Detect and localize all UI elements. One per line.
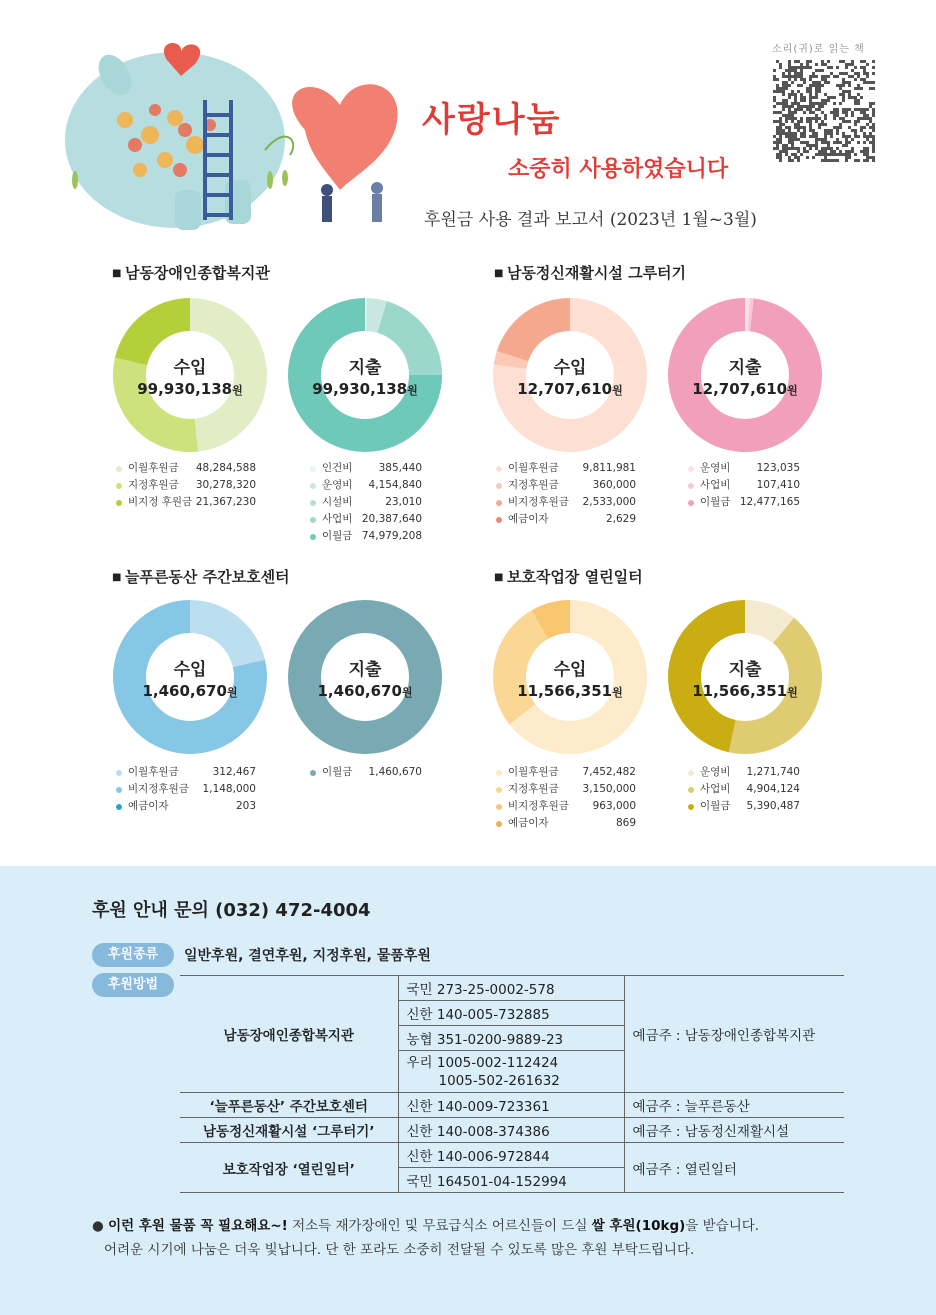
section-title: ■ 남동장애인종합복지관 (112, 262, 542, 283)
legend-label: 시설비 (322, 496, 353, 508)
legend-swatch (310, 483, 316, 489)
legend-value: 2,533,000 (582, 496, 636, 508)
legend-swatch (310, 500, 316, 506)
chart-legend (496, 764, 636, 832)
section-geuruteogi (494, 262, 924, 283)
account-number[interactable]: 우리 1005-002-112424 (406, 1054, 559, 1071)
section-neulpureun (112, 566, 542, 587)
legend-swatch (688, 770, 694, 776)
legend-label: 비지정 후원금 (128, 496, 193, 508)
account-holder: 예금주 : 남동정신재활시설 (624, 1118, 844, 1143)
donut-center-unit: 원 (226, 685, 238, 699)
account-number[interactable]: 신한 140-006-972844 (398, 1143, 624, 1168)
donut-center-label (667, 297, 823, 453)
support-info-panel (0, 866, 936, 1315)
legend-swatch (496, 466, 502, 472)
donut-chart-income (112, 297, 268, 453)
legend-value: 869 (615, 817, 636, 829)
legend-value: 385,440 (378, 462, 422, 474)
note-line2: 어려운 시기에 나눔은 더욱 빛납니다. 단 한 포라도 소중히 전달될 수 있도록 많은 후원 부탁드립니다. (104, 1242, 695, 1258)
donut-center-unit: 원 (232, 383, 243, 397)
table-row (180, 976, 844, 1001)
donut-center-value: 12,707,610원 (517, 379, 623, 398)
donut-center-value: 99,930,138원 (312, 379, 418, 398)
legend-swatch (496, 517, 502, 523)
donut-center-label (492, 297, 648, 453)
piggy-bank-illustration (55, 30, 475, 280)
donut-chart-income (492, 297, 648, 453)
legend-label: 예금이자 (508, 513, 549, 525)
legend-swatch (688, 804, 694, 810)
section-title: ■ 늘푸른동산 주간보호센터 (112, 566, 542, 587)
main-title: 사랑나눔 (422, 100, 562, 140)
legend-item (496, 477, 636, 494)
legend-swatch (116, 466, 122, 472)
legend-value: 3,150,000 (582, 783, 636, 795)
donut-center-title: 지출 (728, 357, 762, 378)
account-number[interactable]: 국민 164501-04-152994 (398, 1168, 624, 1193)
legend-value: 74,979,208 (361, 530, 422, 542)
legend-swatch (688, 787, 694, 793)
legend-swatch (116, 500, 122, 506)
chart-legend (688, 460, 800, 511)
legend-item (496, 781, 636, 798)
org-name: 보호작업장 ‘열린일터’ (180, 1143, 398, 1193)
legend-label: 예금이자 (128, 800, 169, 812)
donut-center-label (112, 297, 268, 453)
chart-legend (688, 764, 800, 815)
donut-chart-expense (667, 599, 823, 755)
legend-label: 이월후원금 (508, 766, 559, 778)
legend-item (688, 460, 800, 477)
legend-value: 1,271,740 (746, 766, 800, 778)
donut-center-unit: 원 (612, 685, 623, 699)
legend-value: 30,278,320 (195, 479, 256, 491)
legend-swatch (496, 787, 502, 793)
donut-center-label (287, 599, 443, 755)
legend-swatch (496, 770, 502, 776)
note-rice: 쌀 후원(10kg) (591, 1218, 686, 1234)
donut-center-title: 지출 (728, 659, 762, 680)
donut-chart-expense (287, 599, 443, 755)
legend-item (116, 494, 256, 511)
account-holder: 예금주 : 남동장애인종합복지관 (624, 976, 844, 1093)
note-text: 저소득 재가장애인 및 무료급식소 어르신들이 드실 (287, 1218, 592, 1234)
legend-swatch (116, 787, 122, 793)
section-namdong-welfare (112, 262, 542, 283)
donut-center-value: 11,566,351원 (692, 681, 798, 700)
donut-center-value: 1,460,670원 (142, 681, 238, 700)
donut-center-title: 수입 (173, 659, 207, 680)
account-number[interactable]: 국민 273-25-0002-578 (398, 976, 624, 1001)
donut-center-label (287, 297, 443, 453)
qr-label: 소리(귀)로 읽는 책 (772, 44, 865, 55)
legend-label: 예금이자 (508, 817, 549, 829)
legend-value: 312,467 (212, 766, 256, 778)
legend-item (496, 764, 636, 781)
donut-center-unit: 원 (401, 685, 413, 699)
legend-value: 7,452,482 (582, 766, 636, 778)
section-title: ■ 남동정신재활시설 그루터기 (494, 262, 924, 283)
legend-label: 운영비 (700, 462, 731, 474)
legend-item (116, 460, 256, 477)
legend-item (310, 477, 422, 494)
legend-value: 48,284,588 (195, 462, 256, 474)
legend-label: 인건비 (322, 462, 353, 474)
legend-label: 이월후원금 (128, 462, 179, 474)
legend-item (116, 781, 256, 798)
account-number[interactable]: 신한 140-009-723361 (398, 1093, 624, 1118)
legend-value: 1,148,000 (202, 783, 256, 795)
legend-swatch (688, 466, 694, 472)
legend-swatch (116, 770, 122, 776)
donut-center-unit: 원 (407, 383, 418, 397)
account-holder: 예금주 : 열린일터 (624, 1143, 844, 1193)
donut-chart-expense (287, 297, 443, 453)
support-type-badge: 후원종류 (92, 943, 174, 967)
donut-center-label (112, 599, 268, 755)
legend-label: 이월금 (322, 766, 353, 778)
legend-label: 이월금 (700, 800, 731, 812)
account-number[interactable]: 농협 351-0200-9889-23 (398, 1026, 624, 1051)
table-row (180, 1143, 844, 1168)
chart-legend (116, 764, 256, 815)
legend-item (688, 494, 800, 511)
legend-item (496, 494, 636, 511)
legend-item (496, 798, 636, 815)
legend-item (496, 460, 636, 477)
qr-code-icon[interactable] (773, 60, 875, 162)
account-holder: 예금주 : 늘푸른동산 (624, 1093, 844, 1118)
legend-label: 운영비 (322, 479, 353, 491)
legend-value: 123,035 (756, 462, 800, 474)
donut-center-value: 99,930,138원 (137, 379, 243, 398)
donut-center-label (492, 599, 648, 755)
subtitle: 소중히 사용하였습니다 (508, 156, 729, 182)
legend-label: 사업비 (700, 479, 731, 491)
legend-swatch (496, 500, 502, 506)
account-table (180, 975, 844, 1193)
legend-value: 21,367,230 (195, 496, 256, 508)
legend-item (310, 511, 422, 528)
legend-swatch (688, 500, 694, 506)
legend-value: 2,629 (605, 513, 636, 525)
account-number[interactable]: 신한 140-008-374386 (398, 1118, 624, 1143)
legend-item (496, 815, 636, 832)
donut-chart-income (112, 599, 268, 755)
legend-item (310, 528, 422, 545)
support-types: 일반후원, 결연후원, 지정후원, 물품후원 (184, 948, 431, 964)
donut-center-value: 11,566,351원 (517, 681, 623, 700)
legend-value: 5,390,487 (746, 800, 800, 812)
legend-value: 23,010 (385, 496, 422, 508)
legend-value: 12,477,165 (739, 496, 800, 508)
legend-swatch (688, 483, 694, 489)
support-method-badge: 후원방법 (92, 973, 174, 997)
chart-legend (496, 460, 636, 528)
org-name: 남동정신재활시설 ‘그루터기’ (180, 1118, 398, 1143)
section-title: ■ 보호작업장 열린일터 (494, 566, 924, 587)
legend-label: 비지정후원금 (128, 783, 189, 795)
table-row (180, 1118, 844, 1143)
legend-swatch (310, 770, 316, 776)
legend-item (688, 781, 800, 798)
note-bold: 이런 후원 물품 꼭 필요해요~! (108, 1218, 288, 1234)
legend-item (310, 764, 422, 781)
donut-center-title: 수입 (173, 357, 207, 378)
legend-item (688, 798, 800, 815)
legend-swatch (116, 483, 122, 489)
org-name: 남동장애인종합복지관 (180, 976, 398, 1093)
legend-swatch (116, 804, 122, 810)
donut-center-title: 지출 (348, 357, 382, 378)
legend-label: 이월금 (322, 530, 353, 542)
legend-item (310, 460, 422, 477)
legend-item (688, 477, 800, 494)
legend-label: 이월후원금 (508, 462, 559, 474)
legend-swatch (310, 517, 316, 523)
legend-swatch (310, 534, 316, 540)
legend-item (116, 477, 256, 494)
chart-legend (310, 460, 422, 545)
account-number-group (398, 1051, 624, 1093)
legend-label: 비지정후원금 (508, 496, 569, 508)
donut-center-value: 1,460,670원 (317, 681, 413, 700)
legend-item (496, 511, 636, 528)
donut-chart-expense (667, 297, 823, 453)
donut-center-label (667, 599, 823, 755)
donut-chart-income (492, 599, 648, 755)
legend-label: 비지정후원금 (508, 800, 569, 812)
legend-item (310, 494, 422, 511)
legend-value: 9,811,981 (582, 462, 636, 474)
legend-label: 지정후원금 (128, 479, 179, 491)
account-number[interactable]: 신한 140-005-732885 (398, 1001, 624, 1026)
table-row (180, 1093, 844, 1118)
legend-value: 360,000 (592, 479, 636, 491)
legend-label: 사업비 (322, 513, 353, 525)
donut-center-title: 수입 (553, 357, 587, 378)
legend-swatch (496, 804, 502, 810)
header-illustration-area (0, 0, 936, 250)
legend-label: 지정후원금 (508, 479, 559, 491)
legend-value: 963,000 (592, 800, 636, 812)
legend-value: 4,154,840 (368, 479, 422, 491)
org-name: ‘늘푸른동산’ 주간보호센터 (180, 1093, 398, 1118)
legend-label: 사업비 (700, 783, 731, 795)
legend-value: 4,904,124 (746, 783, 800, 795)
legend-label: 이월금 (700, 496, 731, 508)
section-yeollin-ilteo (494, 566, 924, 587)
legend-value: 107,410 (756, 479, 800, 491)
legend-label: 지정후원금 (508, 783, 559, 795)
donut-center-unit: 원 (612, 383, 623, 397)
donation-note: ● 이런 후원 물품 꼭 필요해요~! 저소득 재가장애인 및 무료급식소 어르신들이 드실 쌀 후원(10kg)을 받습니다. 어려운 시기에 나눔은 더욱 빛납니다. 단 한 포라도 소중히 전달될 수 있도록 많은 후원 부탁드립니다. (92, 1214, 759, 1262)
legend-item (116, 798, 256, 815)
legend-value: 20,387,640 (361, 513, 422, 525)
contact-heading: 후원 안내 문의 (032) 472-4004 (92, 900, 371, 921)
account-number[interactable]: 1005-502-261632 (438, 1072, 560, 1089)
legend-item (116, 764, 256, 781)
legend-label: 운영비 (700, 766, 731, 778)
donut-center-title: 수입 (553, 659, 587, 680)
legend-item (688, 764, 800, 781)
legend-swatch (310, 466, 316, 472)
chart-legend (116, 460, 256, 511)
donut-center-unit: 원 (787, 383, 798, 397)
donut-center-value: 12,707,610원 (692, 379, 798, 398)
legend-value: 203 (235, 800, 256, 812)
donut-center-title: 지출 (348, 659, 382, 680)
chart-legend (310, 764, 422, 781)
legend-swatch (496, 483, 502, 489)
donut-center-unit: 원 (787, 685, 798, 699)
note-end: 을 받습니다. (685, 1218, 760, 1234)
legend-value: 1,460,670 (368, 766, 422, 778)
legend-swatch (496, 821, 502, 827)
report-title: 후원금 사용 결과 보고서 (2023년 1월~3월) (424, 210, 757, 230)
legend-label: 이월후원금 (128, 766, 179, 778)
